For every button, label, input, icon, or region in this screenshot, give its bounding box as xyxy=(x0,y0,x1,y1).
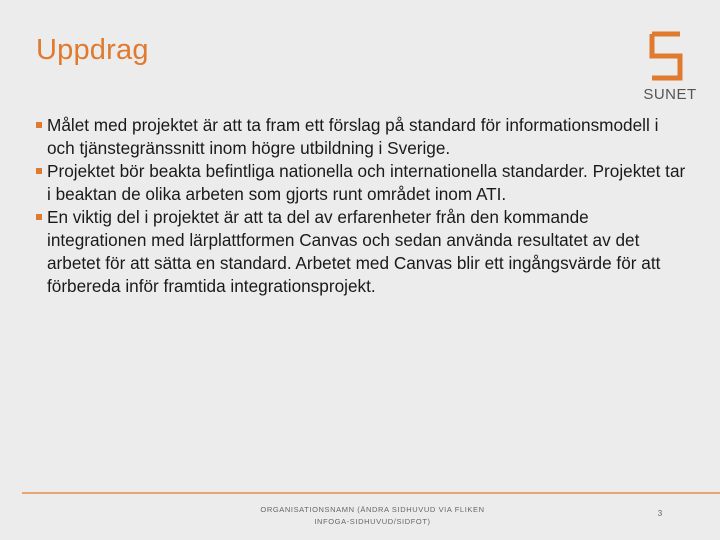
bullet-square-icon xyxy=(36,168,42,174)
sunet-logo-icon xyxy=(640,28,700,84)
bullet-text: Projektet bör beakta befintliga nationella och internationella standarder. Projektet tar i beaktan de olika arbeten som gjorts runt området inom ATI. xyxy=(47,161,686,204)
logo-text: SUNET xyxy=(643,86,697,103)
content-area xyxy=(36,114,686,298)
bullet-square-icon xyxy=(36,122,42,128)
slide-title: Uppdrag xyxy=(36,34,149,66)
footer-text: ORGANISATIONSNAMN (ÄNDRA SIDHUVUD VIA FLIKEN INFOGA-SIDHUVUD/SIDFOT) xyxy=(260,505,485,526)
bullet-square-icon xyxy=(36,214,42,220)
page-number: 3 xyxy=(657,509,663,518)
footer-divider xyxy=(22,492,720,494)
bullet-item xyxy=(36,114,686,160)
bullet-item xyxy=(36,206,686,298)
bullet-text: Målet med projektet är att ta fram ett förslag på standard för informationsmodell i och tjänstegränssnitt inom högre utbildning i Sverige. xyxy=(47,115,659,158)
bullet-list xyxy=(36,114,686,298)
sunet-logo xyxy=(640,28,700,108)
bullet-text: En viktig del i projektet är att ta del av erfarenheter från den kommande integrationen med lärplattformen Canvas och sedan använda resultatet av det arbetet för att sätta en standard. Arbetet med Canvas blir ett ingångsvärde för att förbereda inför framtida integrationsprojekt. xyxy=(47,207,661,296)
bullet-item xyxy=(36,160,686,206)
